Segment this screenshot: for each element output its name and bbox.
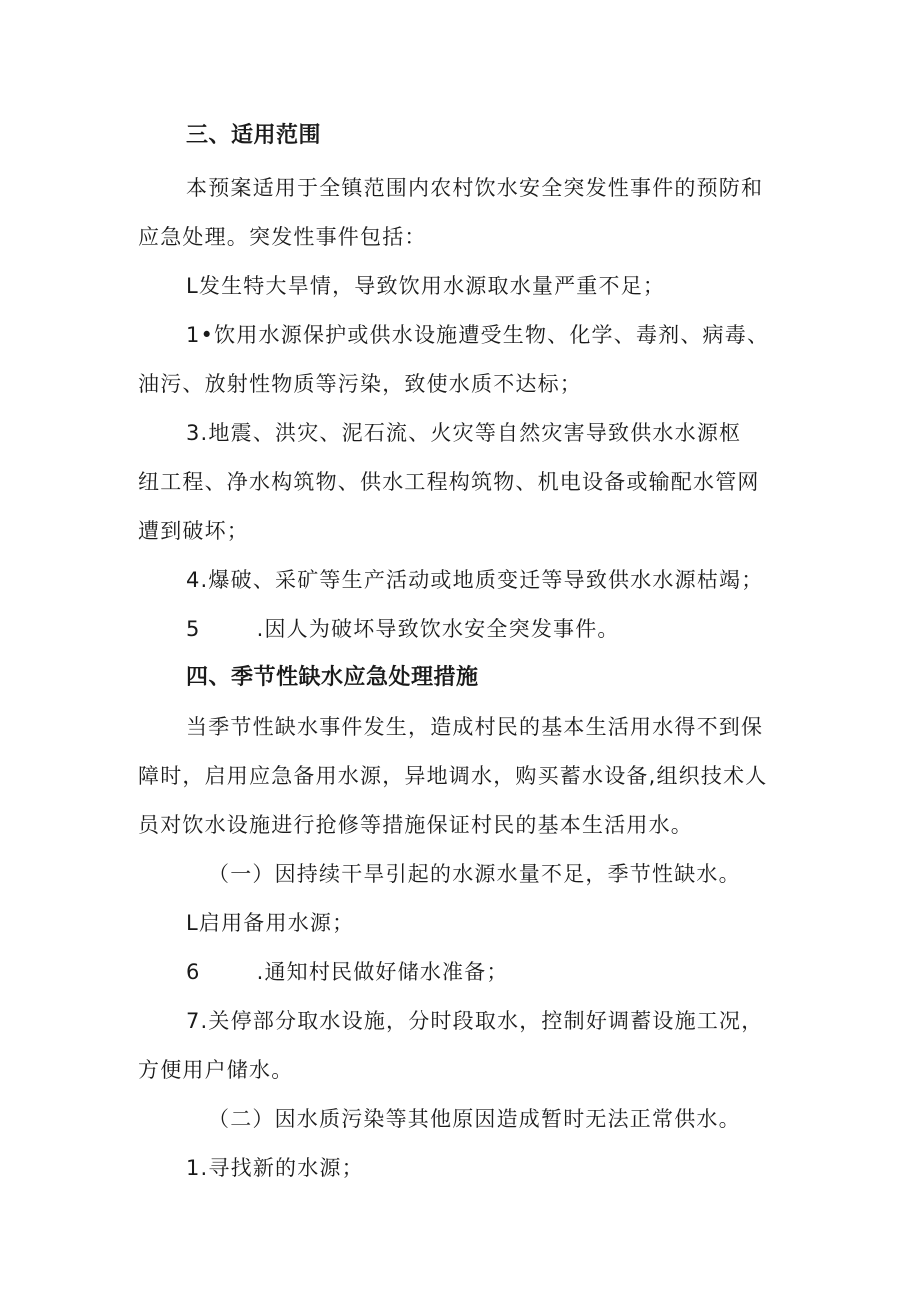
section-3-item-4: 4.爆破、采矿等生产活动或地质变迁等导致供水水源枯竭； [186, 568, 764, 592]
section-3-item-1: L发生特大旱情，导致饮用水源取水量严重不足； [186, 274, 666, 298]
section-3-item-2-line-1: 1•饮用水源保护或供水设施遭受生物、化学、毒剂、病毒、 [186, 323, 770, 347]
section-4-sub-1-item-2-number: 6 [186, 960, 201, 984]
section-3-item-3-line-2: 纽工程、净水构筑物、供水工程构筑物、机电设备或输配水管网 [138, 470, 760, 494]
section-3-item-5 [186, 614, 620, 644]
section-3-item-3-line-1: 3.地震、洪灾、泥石流、火灾等自然灾害导致供水水源枢 [186, 421, 742, 445]
section-3-intro-line-2: 应急处理。突发性事件包括： [138, 225, 427, 249]
section-4-sub-1-item-3-line-2: 方便用户储水。 [138, 1058, 294, 1082]
section-3-item-5-text: .因人为破坏导致饮水安全突发事件。 [256, 617, 620, 641]
section-3-intro-line-1: 本预案适用于全镇范围内农村饮水安全突发性事件的预防和 [186, 176, 764, 200]
section-4-sub-1-item-3-line-1: 7.关停部分取水设施，分时段取水，控制好调蓄设施工况， [186, 1009, 764, 1033]
section-4-heading: 四、季节性缺水应急处理措施 [186, 665, 479, 690]
section-3-heading: 三、适用范围 [186, 123, 322, 148]
section-4-sub-1-item-2-text: .通知村民做好储水准备； [256, 960, 509, 984]
section-3-item-2-line-2: 油污、放射性物质等污染，致使水质不达标； [138, 372, 582, 396]
section-4-sub-1-item-1: L启用备用水源； [186, 911, 355, 935]
section-4-intro-line-1: 当季节性缺水事件发生，造成村民的基本生活用水得不到保 [186, 715, 764, 739]
section-3-item-3-line-3: 遭到破坏； [138, 519, 249, 543]
section-4-intro-line-2: 障时，启用应急备用水源，异地调水，购买蓄水设备,组织技术人 [138, 764, 768, 788]
section-4-subheading-1: （一）因持续干旱引起的水源水量不足，季节性缺水。 [208, 862, 741, 886]
section-3-item-5-number: 5 [186, 617, 201, 641]
section-4-sub-2-item-1: 1.寻找新的水源； [186, 1156, 364, 1180]
section-4-sub-1-item-2 [186, 957, 509, 987]
section-4-subheading-2: （二）因水质污染等其他原因造成暂时无法正常供水。 [208, 1107, 741, 1131]
section-4-intro-line-3: 员对饮水设施进行抢修等措施保证村民的基本生活用水。 [138, 813, 693, 837]
